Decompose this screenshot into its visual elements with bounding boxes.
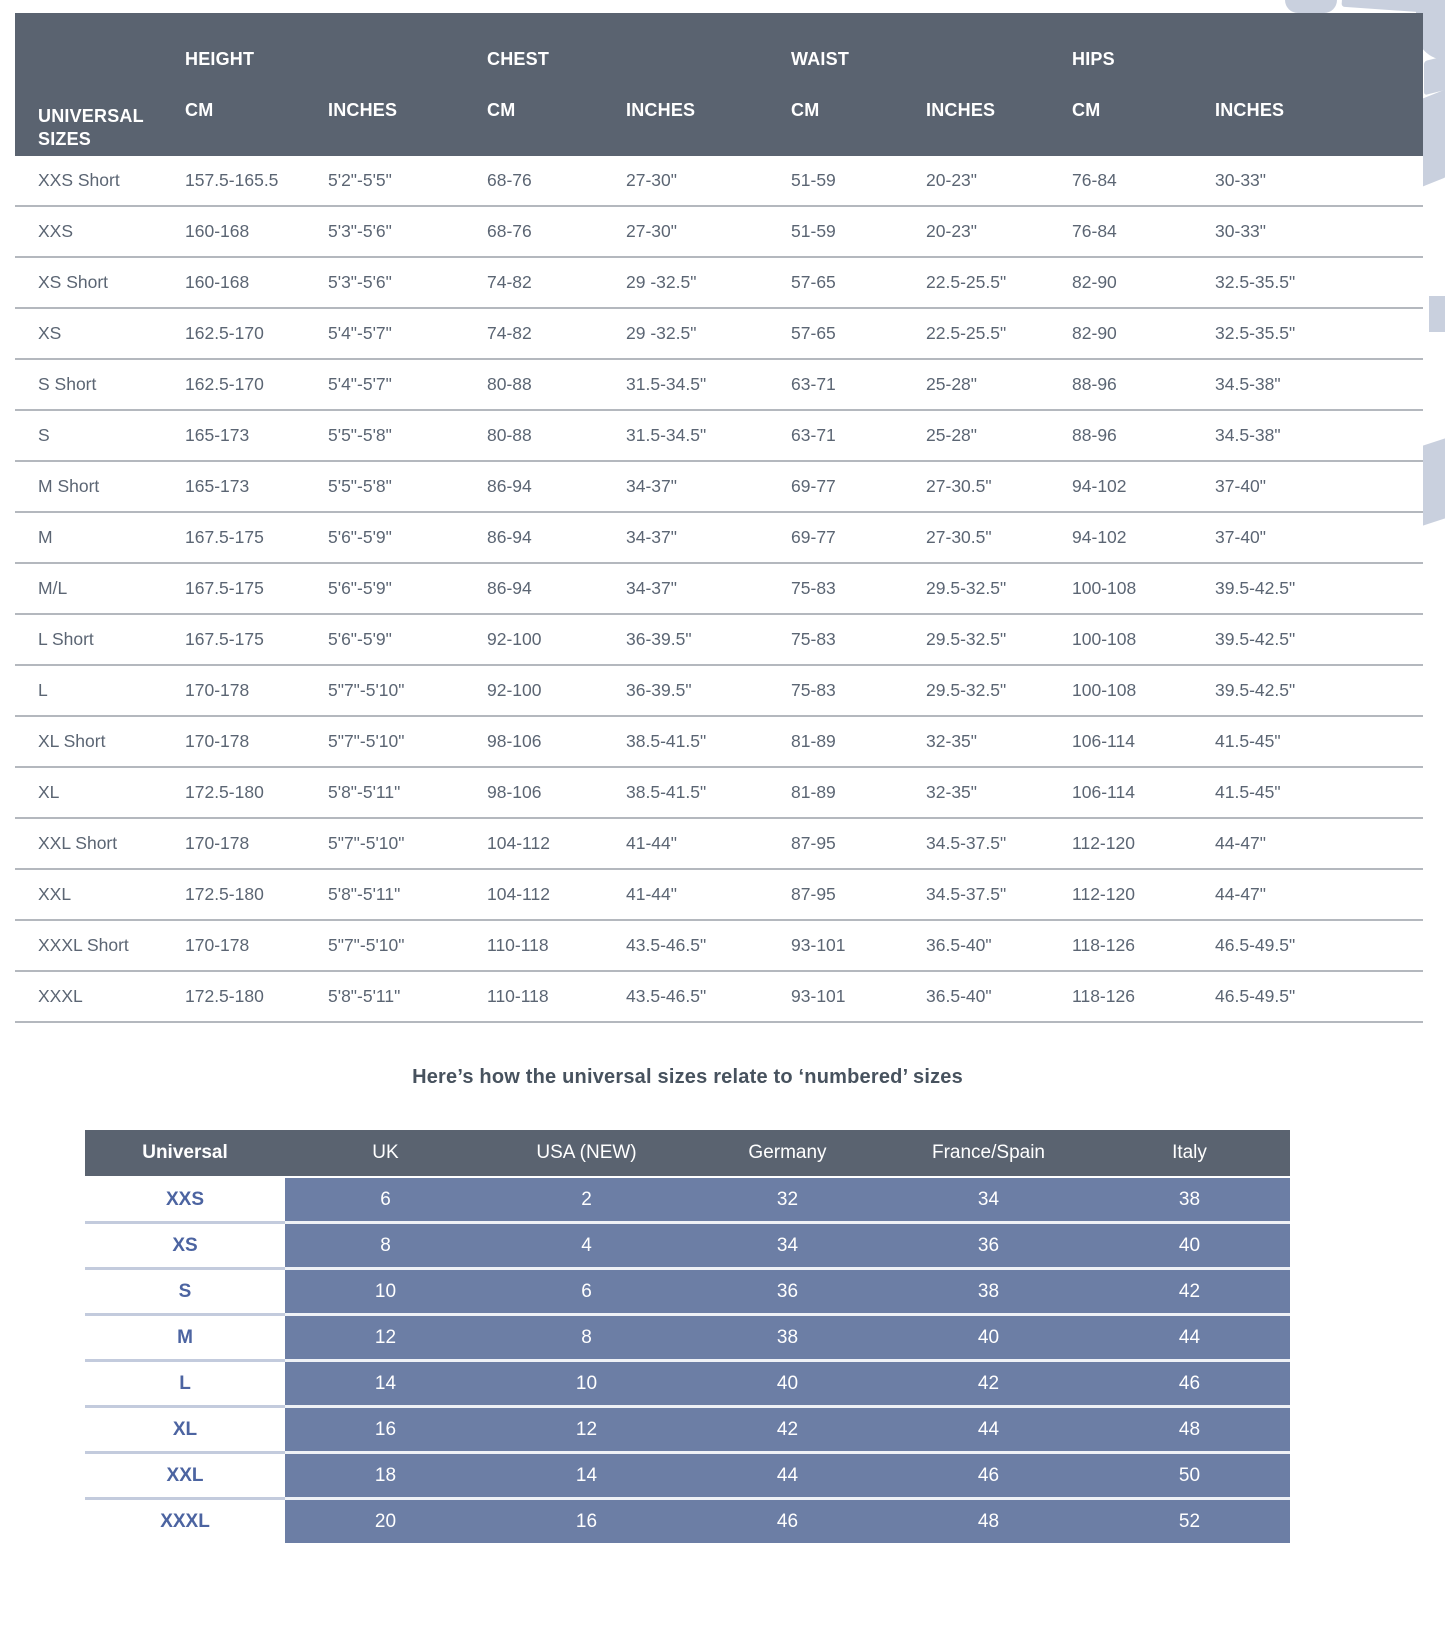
- cell-waist-cm: 87-95: [791, 818, 926, 869]
- cell-chest-cm: 80-88: [487, 410, 626, 461]
- cell-waist-cm: 63-71: [791, 410, 926, 461]
- cell-universal-size: S: [85, 1269, 285, 1315]
- cell-waist-cm: 57-65: [791, 308, 926, 359]
- cell-usa-size: 8: [486, 1315, 687, 1361]
- cell-size: XXL Short: [15, 818, 185, 869]
- size-chart-header: [15, 13, 1423, 156]
- header-uk: UK: [285, 1130, 486, 1177]
- cell-germany-size: 38: [687, 1315, 888, 1361]
- cell-height-cm: 172.5-180: [185, 971, 328, 1022]
- cell-chest-inches: 27-30": [626, 206, 791, 257]
- column-group-waist: WAIST: [791, 13, 1072, 76]
- cell-hips-cm: 100-108: [1072, 665, 1215, 716]
- table-row: [15, 818, 1423, 869]
- cell-size: XXXL Short: [15, 920, 185, 971]
- cell-chest-cm: 104-112: [487, 869, 626, 920]
- cell-germany-size: 46: [687, 1499, 888, 1544]
- cell-hips-cm: 100-108: [1072, 614, 1215, 665]
- cell-height-cm: 157.5-165.5: [185, 156, 328, 206]
- header-france-spain: France/Spain: [888, 1130, 1089, 1177]
- table-row: [15, 308, 1423, 359]
- unit-header-cm: CM: [487, 76, 626, 156]
- cell-italy-size: 46: [1089, 1361, 1290, 1407]
- size-chart-body: [15, 156, 1423, 1022]
- watermark-shape: [1285, 0, 1337, 13]
- cell-usa-size: 12: [486, 1407, 687, 1453]
- cell-chest-inches: 36-39.5": [626, 614, 791, 665]
- table-row: [15, 665, 1423, 716]
- cell-uk-size: 12: [285, 1315, 486, 1361]
- table-row: [85, 1453, 1290, 1499]
- unit-header-cm: CM: [791, 76, 926, 156]
- unit-header-inches: INCHES: [626, 76, 791, 156]
- cell-waist-cm: 81-89: [791, 767, 926, 818]
- cell-height-cm: 162.5-170: [185, 359, 328, 410]
- table-row: [15, 359, 1423, 410]
- cell-uk-size: 6: [285, 1177, 486, 1223]
- cell-hips-inches: 41.5-45": [1215, 716, 1423, 767]
- table-row: [15, 206, 1423, 257]
- header-germany: Germany: [687, 1130, 888, 1177]
- cell-hips-inches: 32.5-35.5": [1215, 257, 1423, 308]
- cell-hips-inches: 34.5-38": [1215, 359, 1423, 410]
- cell-universal-size: XXL: [85, 1453, 285, 1499]
- cell-germany-size: 36: [687, 1269, 888, 1315]
- cell-size: M: [15, 512, 185, 563]
- cell-chest-cm: 68-76: [487, 206, 626, 257]
- header-universal: Universal: [85, 1130, 285, 1177]
- cell-waist-cm: 51-59: [791, 206, 926, 257]
- table-row: [85, 1223, 1290, 1269]
- cell-height-inches: 5'6"-5'9": [328, 614, 487, 665]
- cell-hips-cm: 118-126: [1072, 971, 1215, 1022]
- cell-usa-size: 14: [486, 1453, 687, 1499]
- cell-uk-size: 10: [285, 1269, 486, 1315]
- conversion-table-header: [85, 1130, 1290, 1177]
- cell-waist-inches: 27-30.5": [926, 461, 1072, 512]
- cell-height-inches: 5"7"-5'10": [328, 665, 487, 716]
- cell-size: XXXL: [15, 971, 185, 1022]
- cell-germany-size: 44: [687, 1453, 888, 1499]
- cell-hips-cm: 94-102: [1072, 512, 1215, 563]
- unit-header-cm: CM: [185, 76, 328, 156]
- table-row: [15, 971, 1423, 1022]
- cell-hips-inches: 39.5-42.5": [1215, 665, 1423, 716]
- table-row: [15, 257, 1423, 308]
- cell-height-cm: 165-173: [185, 410, 328, 461]
- cell-hips-cm: 106-114: [1072, 716, 1215, 767]
- cell-chest-cm: 86-94: [487, 563, 626, 614]
- cell-hips-cm: 88-96: [1072, 410, 1215, 461]
- cell-hips-cm: 118-126: [1072, 920, 1215, 971]
- cell-height-cm: 160-168: [185, 206, 328, 257]
- header-usa: USA (NEW): [486, 1130, 687, 1177]
- cell-waist-inches: 36.5-40": [926, 971, 1072, 1022]
- cell-uk-size: 14: [285, 1361, 486, 1407]
- cell-height-inches: 5'8"-5'11": [328, 767, 487, 818]
- cell-hips-inches: 41.5-45": [1215, 767, 1423, 818]
- cell-hips-cm: 112-120: [1072, 818, 1215, 869]
- table-row: [15, 461, 1423, 512]
- cell-height-cm: 160-168: [185, 257, 328, 308]
- cell-hips-cm: 106-114: [1072, 767, 1215, 818]
- cell-chest-inches: 31.5-34.5": [626, 410, 791, 461]
- cell-chest-cm: 68-76: [487, 156, 626, 206]
- cell-waist-cm: 75-83: [791, 563, 926, 614]
- cell-waist-inches: 29.5-32.5": [926, 563, 1072, 614]
- cell-waist-cm: 93-101: [791, 971, 926, 1022]
- cell-size: L: [15, 665, 185, 716]
- cell-waist-inches: 22.5-25.5": [926, 308, 1072, 359]
- cell-universal-size: XS: [85, 1223, 285, 1269]
- cell-height-inches: 5'2"-5'5": [328, 156, 487, 206]
- watermark-shape: [1424, 55, 1445, 95]
- unit-header-inches: INCHES: [1215, 76, 1423, 156]
- cell-germany-size: 40: [687, 1361, 888, 1407]
- cell-chest-cm: 98-106: [487, 767, 626, 818]
- column-group-height: HEIGHT: [185, 13, 487, 76]
- cell-height-inches: 5"7"-5'10": [328, 818, 487, 869]
- cell-height-cm: 167.5-175: [185, 563, 328, 614]
- cell-uk-size: 16: [285, 1407, 486, 1453]
- cell-hips-inches: 37-40": [1215, 512, 1423, 563]
- column-group-chest: CHEST: [487, 13, 791, 76]
- cell-height-cm: 170-178: [185, 716, 328, 767]
- unit-header-inches: INCHES: [926, 76, 1072, 156]
- cell-universal-size: L: [85, 1361, 285, 1407]
- header-italy: Italy: [1089, 1130, 1290, 1177]
- cell-size: M/L: [15, 563, 185, 614]
- cell-italy-size: 52: [1089, 1499, 1290, 1544]
- cell-hips-cm: 76-84: [1072, 156, 1215, 206]
- cell-france-spain-size: 34: [888, 1177, 1089, 1223]
- cell-chest-inches: 38.5-41.5": [626, 716, 791, 767]
- cell-chest-cm: 74-82: [487, 257, 626, 308]
- table-row: [85, 1269, 1290, 1315]
- cell-chest-cm: 98-106: [487, 716, 626, 767]
- cell-size: XXS: [15, 206, 185, 257]
- cell-hips-cm: 82-90: [1072, 308, 1215, 359]
- cell-chest-cm: 104-112: [487, 818, 626, 869]
- cell-hips-inches: 44-47": [1215, 869, 1423, 920]
- cell-chest-inches: 36-39.5": [626, 665, 791, 716]
- cell-size: M Short: [15, 461, 185, 512]
- cell-chest-cm: 92-100: [487, 614, 626, 665]
- cell-height-cm: 172.5-180: [185, 767, 328, 818]
- table-row: [85, 1177, 1290, 1223]
- cell-height-inches: 5'3"-5'6": [328, 206, 487, 257]
- unit-header-cm: CM: [1072, 76, 1215, 156]
- cell-waist-cm: 51-59: [791, 156, 926, 206]
- cell-usa-size: 6: [486, 1269, 687, 1315]
- cell-height-inches: 5'6"-5'9": [328, 563, 487, 614]
- cell-universal-size: XXXL: [85, 1499, 285, 1544]
- cell-waist-inches: 25-28": [926, 359, 1072, 410]
- cell-waist-inches: 22.5-25.5": [926, 257, 1072, 308]
- cell-uk-size: 20: [285, 1499, 486, 1544]
- cell-height-cm: 170-178: [185, 818, 328, 869]
- cell-france-spain-size: 42: [888, 1361, 1089, 1407]
- table-row: [15, 512, 1423, 563]
- cell-height-cm: 170-178: [185, 665, 328, 716]
- cell-usa-size: 10: [486, 1361, 687, 1407]
- cell-height-inches: 5'6"-5'9": [328, 512, 487, 563]
- cell-waist-cm: 75-83: [791, 665, 926, 716]
- table-row: [85, 1361, 1290, 1407]
- cell-hips-inches: 30-33": [1215, 206, 1423, 257]
- table-row: [15, 563, 1423, 614]
- cell-hips-inches: 46.5-49.5": [1215, 971, 1423, 1022]
- cell-chest-inches: 43.5-46.5": [626, 971, 791, 1022]
- cell-height-cm: 167.5-175: [185, 614, 328, 665]
- cell-germany-size: 32: [687, 1177, 888, 1223]
- table-row: [15, 614, 1423, 665]
- cell-italy-size: 42: [1089, 1269, 1290, 1315]
- cell-chest-inches: 34-37": [626, 563, 791, 614]
- cell-italy-size: 48: [1089, 1407, 1290, 1453]
- cell-height-cm: 172.5-180: [185, 869, 328, 920]
- cell-chest-inches: 29 -32.5": [626, 257, 791, 308]
- cell-france-spain-size: 38: [888, 1269, 1089, 1315]
- cell-height-inches: 5"7"-5'10": [328, 920, 487, 971]
- cell-waist-cm: 63-71: [791, 359, 926, 410]
- conversion-table-body: [85, 1177, 1290, 1543]
- table-row: [15, 410, 1423, 461]
- cell-waist-inches: 32-35": [926, 767, 1072, 818]
- cell-size: XXL: [15, 869, 185, 920]
- cell-chest-inches: 38.5-41.5": [626, 767, 791, 818]
- cell-waist-cm: 81-89: [791, 716, 926, 767]
- cell-italy-size: 40: [1089, 1223, 1290, 1269]
- cell-france-spain-size: 48: [888, 1499, 1089, 1544]
- cell-hips-inches: 30-33": [1215, 156, 1423, 206]
- table-row: [15, 156, 1423, 206]
- cell-hips-cm: 82-90: [1072, 257, 1215, 308]
- cell-height-inches: 5'5"-5'8": [328, 410, 487, 461]
- cell-italy-size: 50: [1089, 1453, 1290, 1499]
- table-row: [85, 1407, 1290, 1453]
- cell-height-cm: 167.5-175: [185, 512, 328, 563]
- cell-waist-cm: 93-101: [791, 920, 926, 971]
- table-row: [15, 716, 1423, 767]
- cell-chest-inches: 34-37": [626, 512, 791, 563]
- table-row: [15, 869, 1423, 920]
- table-row: [85, 1315, 1290, 1361]
- cell-height-inches: 5'3"-5'6": [328, 257, 487, 308]
- cell-height-inches: 5'8"-5'11": [328, 971, 487, 1022]
- cell-chest-cm: 74-82: [487, 308, 626, 359]
- cell-waist-cm: 69-77: [791, 512, 926, 563]
- cell-chest-inches: 31.5-34.5": [626, 359, 791, 410]
- cell-usa-size: 16: [486, 1499, 687, 1544]
- cell-waist-inches: 27-30.5": [926, 512, 1072, 563]
- corner-header: UNIVERSAL SIZES: [15, 13, 185, 156]
- cell-size: XL Short: [15, 716, 185, 767]
- size-chart-table: [15, 13, 1423, 1023]
- conversion-table: [85, 1130, 1290, 1543]
- cell-chest-inches: 34-37": [626, 461, 791, 512]
- column-group-hips: HIPS: [1072, 13, 1423, 76]
- cell-germany-size: 34: [687, 1223, 888, 1269]
- cell-usa-size: 2: [486, 1177, 687, 1223]
- cell-height-cm: 165-173: [185, 461, 328, 512]
- cell-chest-inches: 43.5-46.5": [626, 920, 791, 971]
- cell-france-spain-size: 36: [888, 1223, 1089, 1269]
- table-row: [15, 920, 1423, 971]
- cell-hips-inches: 46.5-49.5": [1215, 920, 1423, 971]
- cell-hips-cm: 76-84: [1072, 206, 1215, 257]
- cell-waist-inches: 32-35": [926, 716, 1072, 767]
- cell-waist-cm: 75-83: [791, 614, 926, 665]
- cell-hips-inches: 34.5-38": [1215, 410, 1423, 461]
- cell-waist-inches: 29.5-32.5": [926, 665, 1072, 716]
- cell-chest-inches: 29 -32.5": [626, 308, 791, 359]
- cell-hips-cm: 88-96: [1072, 359, 1215, 410]
- cell-waist-inches: 34.5-37.5": [926, 869, 1072, 920]
- cell-size: XS: [15, 308, 185, 359]
- cell-chest-cm: 80-88: [487, 359, 626, 410]
- cell-height-inches: 5'4"-5'7": [328, 308, 487, 359]
- cell-universal-size: XL: [85, 1407, 285, 1453]
- cell-waist-inches: 36.5-40": [926, 920, 1072, 971]
- cell-waist-cm: 87-95: [791, 869, 926, 920]
- cell-uk-size: 8: [285, 1223, 486, 1269]
- cell-hips-cm: 112-120: [1072, 869, 1215, 920]
- cell-germany-size: 42: [687, 1407, 888, 1453]
- cell-uk-size: 18: [285, 1453, 486, 1499]
- cell-france-spain-size: 44: [888, 1407, 1089, 1453]
- cell-height-inches: 5'5"-5'8": [328, 461, 487, 512]
- cell-height-inches: 5'8"-5'11": [328, 869, 487, 920]
- cell-hips-inches: 39.5-42.5": [1215, 614, 1423, 665]
- cell-chest-cm: 110-118: [487, 971, 626, 1022]
- cell-france-spain-size: 40: [888, 1315, 1089, 1361]
- cell-italy-size: 38: [1089, 1177, 1290, 1223]
- unit-header-inches: INCHES: [328, 76, 487, 156]
- cell-hips-cm: 94-102: [1072, 461, 1215, 512]
- cell-chest-cm: 92-100: [487, 665, 626, 716]
- cell-chest-cm: 110-118: [487, 920, 626, 971]
- cell-waist-cm: 57-65: [791, 257, 926, 308]
- cell-chest-inches: 41-44": [626, 818, 791, 869]
- cell-universal-size: XXS: [85, 1177, 285, 1223]
- cell-hips-cm: 100-108: [1072, 563, 1215, 614]
- cell-waist-inches: 20-23": [926, 206, 1072, 257]
- cell-waist-inches: 20-23": [926, 156, 1072, 206]
- cell-waist-inches: 34.5-37.5": [926, 818, 1072, 869]
- cell-size: XL: [15, 767, 185, 818]
- cell-universal-size: M: [85, 1315, 285, 1361]
- cell-hips-inches: 37-40": [1215, 461, 1423, 512]
- cell-height-inches: 5'4"-5'7": [328, 359, 487, 410]
- conversion-section-title: Here’s how the universal sizes relate to ‘numbered’ sizes: [412, 1066, 963, 1088]
- cell-chest-cm: 86-94: [487, 461, 626, 512]
- cell-size: L Short: [15, 614, 185, 665]
- cell-height-cm: 170-178: [185, 920, 328, 971]
- cell-italy-size: 44: [1089, 1315, 1290, 1361]
- cell-usa-size: 4: [486, 1223, 687, 1269]
- cell-chest-inches: 41-44": [626, 869, 791, 920]
- cell-waist-inches: 29.5-32.5": [926, 614, 1072, 665]
- cell-size: XS Short: [15, 257, 185, 308]
- cell-hips-inches: 39.5-42.5": [1215, 563, 1423, 614]
- cell-waist-inches: 25-28": [926, 410, 1072, 461]
- table-row: [15, 767, 1423, 818]
- cell-france-spain-size: 46: [888, 1453, 1089, 1499]
- cell-size: XXS Short: [15, 156, 185, 206]
- cell-waist-cm: 69-77: [791, 461, 926, 512]
- cell-size: S Short: [15, 359, 185, 410]
- cell-height-inches: 5"7"-5'10": [328, 716, 487, 767]
- cell-size: S: [15, 410, 185, 461]
- cell-hips-inches: 44-47": [1215, 818, 1423, 869]
- cell-chest-cm: 86-94: [487, 512, 626, 563]
- cell-chest-inches: 27-30": [626, 156, 791, 206]
- table-row: [85, 1499, 1290, 1544]
- watermark-shape: [1429, 296, 1445, 332]
- cell-height-cm: 162.5-170: [185, 308, 328, 359]
- cell-hips-inches: 32.5-35.5": [1215, 308, 1423, 359]
